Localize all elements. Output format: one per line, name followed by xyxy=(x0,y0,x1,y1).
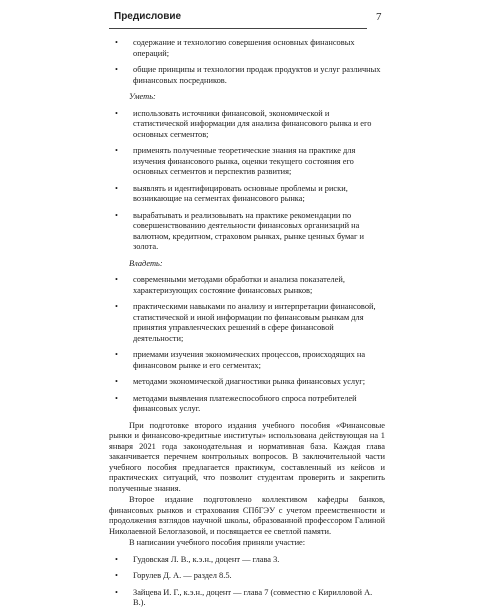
page-number: 7 xyxy=(376,11,382,23)
list-item: • общие принципы и технологии продаж продуктов и услуг различных финансовых посредников. xyxy=(109,65,385,86)
list-item: • приемами изучения экономических процессов, происходящих на финансовом рынке и его сегментах; xyxy=(109,350,385,371)
list-item: • использовать источники финансовой, экономической и статистической информации для анализа финансового рынка и его основных сегментов; xyxy=(109,109,385,141)
running-header: Предисловие xyxy=(114,11,182,22)
list-item: • Зайцева И. Г., к.э.н., доцент — глава 7 (совместно с Кирилловой А. В.). xyxy=(109,588,385,609)
paragraph: При подготовке второго издания учебного пособия «Финансовые рынки и финансово-кредитные институты» использована действующая на 1 января 2021 года законодательная и нормативная база. Каждая глава заканчивается перечнем контрольных вопросов. В заключительной части учебного пособия предлагается практикум, составленный из кейсов и практических ситуаций, что позволит студентам проверить и закрепить полученные знания. xyxy=(109,420,385,493)
paragraph: В написании учебного пособия приняли участие: xyxy=(129,538,306,547)
page-content xyxy=(109,38,385,615)
list-item: • методами экономической диагностики рынка финансовых услуг; xyxy=(109,377,385,388)
list-item: • применять полученные теоретические знания на практике для изучения финансового рынка, оценки текущего состояния его основных сегментов и перспектив развития; xyxy=(109,146,385,178)
header-rule xyxy=(109,28,367,29)
section-heading-umet: Уметь: xyxy=(129,92,156,101)
list-item: • Гудовская Л. В., к.э.н., доцент — глава 3. xyxy=(109,555,385,566)
list-item: • Горулев Д. А. — раздел 8.5. xyxy=(109,571,385,582)
list-item: • содержание и технологию совершения основных финансовых операций; xyxy=(109,38,385,59)
list-item: • выявлять и идентифицировать основные проблемы и риски, возникающие на сегментах финансового рынка; xyxy=(109,184,385,205)
list-item: • вырабатывать и реализовывать на практике рекомендации по совершенствованию деятельности финансовых организаций на валютном, кредитном, страховом рынках, рынке ценных бумаг и золота. xyxy=(109,211,385,253)
section-heading-vladet: Владеть: xyxy=(129,258,163,268)
list-item: • методами выявления платежеспособного спроса потребителей финансовых услуг. xyxy=(109,394,385,415)
paragraph: Второе издание подготовлено коллективом кафедры банков, финансовых рынков и страхования СПбГЭУ с учетом преемственности и продолжения взглядов научной школы, образованной профессором Галиной Николаевной Белоглазовой, и посвящается ее светлой памяти. xyxy=(109,495,385,536)
list-item: • практическими навыками по анализу и интерпретации финансовой, статистической и иной информации по финансовым рынкам для принятия управленческих решений в сфере финансовой деятельности; xyxy=(109,302,385,344)
list-item: • современными методами обработки и анализа показателей, характеризующих состояние финансовых рынков; xyxy=(109,275,385,296)
